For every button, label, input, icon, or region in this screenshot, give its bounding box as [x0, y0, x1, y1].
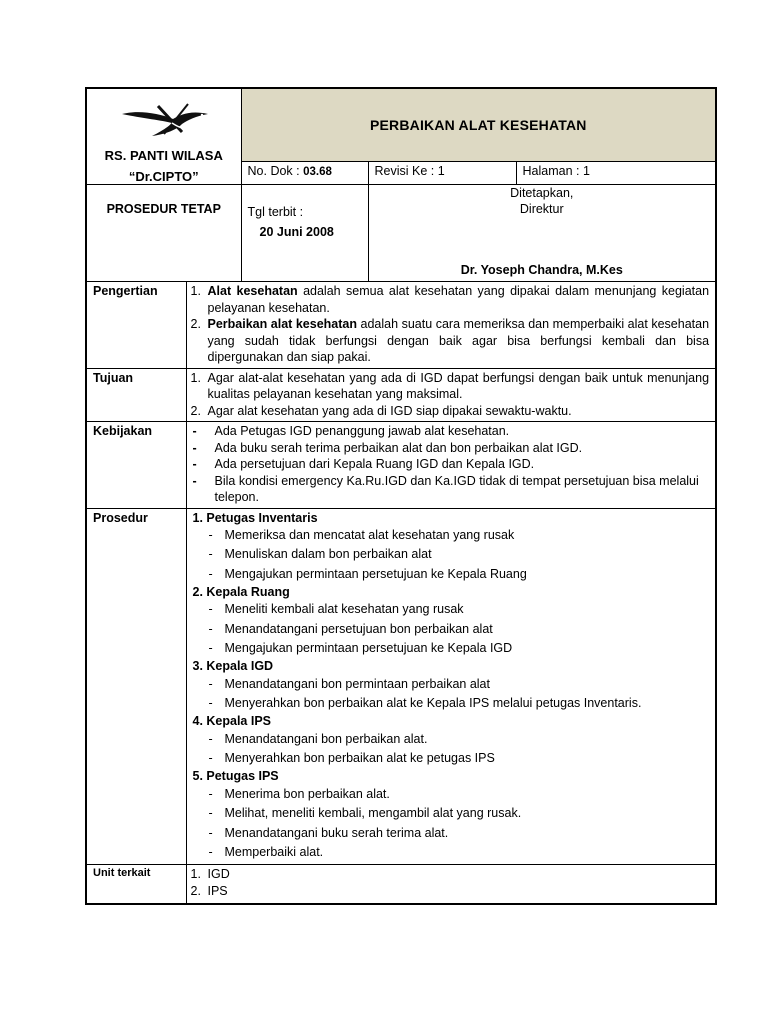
procedure-step: - Menuliskan dalam bon perbaikan alat — [208, 547, 432, 562]
list-item: 2. IPS — [190, 883, 228, 898]
list-item: - Ada persetujuan dari Kepala Ruang IGD dan Kepala IGD. — [192, 457, 535, 471]
list-item: 1. Agar alat-alat kesehatan yang ada di IGD dapat berfungsi dengan baik untuk menunjang kualitas pelayanan kesehatan yang maksimal. — [190, 370, 710, 401]
section-label-kebijakan: Kebijakan — [86, 422, 186, 509]
doc-number — [241, 162, 368, 185]
procedure-step: - Mengajukan permintaan persetujuan ke Kepala IGD — [208, 640, 513, 655]
approval-cell — [368, 185, 716, 282]
sop-table — [85, 87, 717, 905]
doc-number-label: No. Dok : — [247, 164, 304, 178]
procedure-step-heading: 1. Petugas Inventaris — [192, 510, 318, 525]
hospital-name: RS. PANTI WILASA — [104, 148, 223, 163]
procedure-step: - Meneliti kembali alat kesehatan yang rusak — [208, 602, 464, 617]
procedure-step: - Menerima bon perbaikan alat. — [208, 786, 390, 801]
section-prosedur — [186, 508, 716, 865]
procedure-step: - Melihat, meneliti kembali, mengambil alat yang rusak. — [208, 806, 522, 821]
issue-date-value: 20 Juni 2008 — [259, 225, 334, 239]
list-item: 2. Perbaikan alat kesehatan adalah suatu cara memeriksa dan memperbaiki alat kesehatan yang sudah tidak berfungsi dengan baik agar bisa berfungsi kembali dan bisa dipergunakan dan siap pakai. — [190, 317, 710, 364]
procedure-step: - Memperbaiki alat. — [208, 844, 324, 859]
doc-number-value: 03.68 — [303, 166, 332, 178]
procedure-step-heading: 3. Kepala IGD — [192, 659, 274, 674]
section-kebijakan — [186, 422, 716, 509]
hospital-logo-bird-icon — [118, 100, 210, 140]
procedure-step-heading: 4. Kepala IPS — [192, 714, 272, 729]
section-label-pengertian: Pengertian — [86, 282, 186, 369]
section-label-unit-terkait: Unit terkait — [86, 865, 186, 905]
procedure-type: PROSEDUR TETAP — [86, 185, 241, 282]
section-unit-terkait — [186, 865, 716, 905]
hospital-identity-cell — [86, 88, 241, 185]
page-number: Halaman : 1 — [516, 162, 716, 185]
revision: Revisi Ke : 1 — [368, 162, 516, 185]
document-title: PERBAIKAN ALAT KESEHATAN — [241, 88, 716, 162]
procedure-step: - Menandatangani persetujuan bon perbaikan alat — [208, 621, 493, 636]
procedure-step: - Menandatangani bon perbaikan alat. — [208, 731, 428, 746]
list-item: 2. Agar alat kesehatan yang ada di IGD siap dipakai sewaktu-waktu. — [190, 403, 572, 418]
approver-role: Direktur — [519, 202, 564, 216]
procedure-step: - Menandatangani bon permintaan perbaikan alat — [208, 676, 490, 691]
procedure-step: - Memeriksa dan mencatat alat kesehatan yang rusak — [208, 528, 515, 542]
procedure-step: - Menyerahkan bon perbaikan alat ke petugas IPS — [208, 751, 495, 766]
procedure-step: - Menyerahkan bon perbaikan alat ke Kepala IPS melalui petugas Inventaris. — [208, 696, 642, 711]
procedure-step: - Mengajukan permintaan persetujuan ke Kepala Ruang — [208, 566, 527, 581]
section-label-prosedur: Prosedur — [86, 508, 186, 865]
hospital-subname: “Dr.CIPTO” — [128, 169, 199, 184]
procedure-step-heading: 2. Kepala Ruang — [192, 584, 290, 599]
approver-name: Dr. Yoseph Chandra, M.Kes — [460, 263, 623, 277]
issue-date-label: Tgl terbit : — [247, 205, 304, 219]
procedure-step-heading: 5. Petugas IPS — [192, 769, 279, 784]
list-item: - Ada Petugas IGD penanggung jawab alat kesehatan. — [192, 424, 510, 438]
list-item: 1. Alat kesehatan adalah semua alat kesehatan yang dipakai dalam menunjang kegiatan pelayanan kesehatan. — [190, 284, 710, 315]
section-pengertian — [186, 282, 716, 369]
approval-label: Ditetapkan, — [510, 186, 574, 200]
list-item: - Bila kondisi emergency Ka.Ru.IGD dan Ka.IGD tidak di tempat persetujuan bisa melalui telepon. — [192, 473, 699, 504]
section-tujuan — [186, 368, 716, 422]
sop-document — [85, 87, 715, 905]
procedure-step: - Menandatangani buku serah terima alat. — [208, 825, 449, 840]
section-label-tujuan: Tujuan — [86, 368, 186, 422]
list-item: - Ada buku serah terima perbaikan alat dan bon perbaikan alat IGD. — [192, 440, 583, 455]
issue-date-cell — [241, 185, 368, 282]
list-item: 1. IGD — [190, 867, 230, 882]
